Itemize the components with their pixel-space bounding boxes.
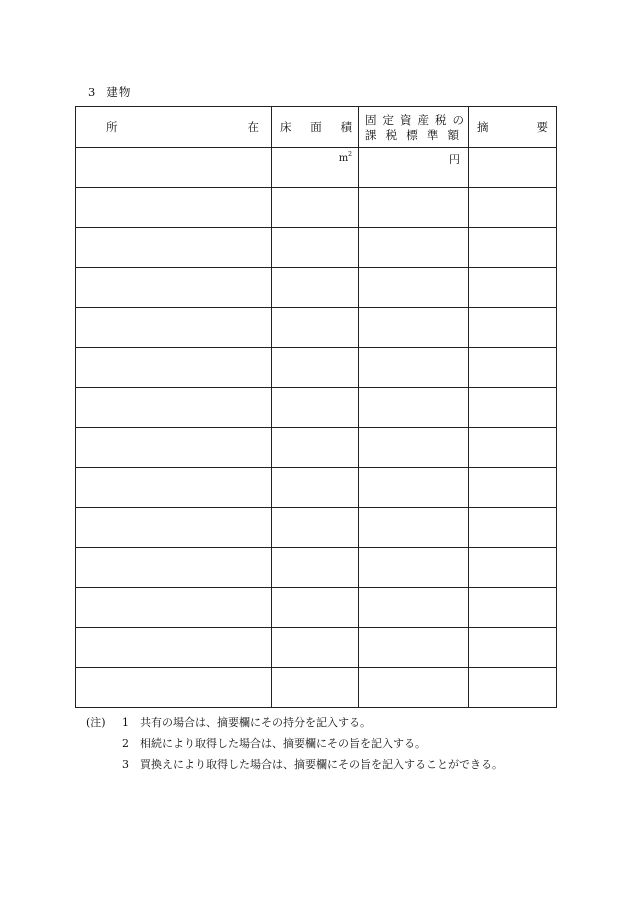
yen-unit: 円 bbox=[449, 152, 460, 166]
table-row bbox=[76, 308, 557, 348]
location-cell[interactable] bbox=[76, 268, 272, 308]
floor-area-cell[interactable] bbox=[272, 188, 359, 228]
note-text: 共有の場合は、摘要欄にその持分を記入する。 bbox=[140, 716, 371, 729]
note-item bbox=[86, 733, 503, 754]
section-heading: 建物 bbox=[106, 85, 132, 99]
tax-base-cell[interactable] bbox=[359, 548, 469, 588]
section-title bbox=[88, 84, 131, 100]
tax-base-cell[interactable] bbox=[359, 268, 469, 308]
location-cell[interactable] bbox=[76, 428, 272, 468]
table-row bbox=[76, 268, 557, 308]
floor-area-cell[interactable] bbox=[272, 148, 359, 188]
remarks-cell[interactable] bbox=[469, 588, 557, 628]
note-text: 相続により取得した場合は、摘要欄にその旨を記入する。 bbox=[140, 737, 426, 750]
tax-base-cell[interactable] bbox=[359, 628, 469, 668]
note-text: 買換えにより取得した場合は、摘要欄にその旨を記入することができる。 bbox=[140, 758, 503, 771]
notes bbox=[86, 712, 503, 775]
floor-area-cell[interactable] bbox=[272, 428, 359, 468]
note-number: 3 bbox=[122, 758, 129, 771]
table-row bbox=[76, 468, 557, 508]
floor-area-cell[interactable] bbox=[272, 548, 359, 588]
location-cell[interactable] bbox=[76, 668, 272, 708]
table-row bbox=[76, 348, 557, 388]
notes-label: (注) bbox=[86, 716, 106, 729]
table-row bbox=[76, 668, 557, 708]
location-cell[interactable] bbox=[76, 348, 272, 388]
header-location: 所 在 bbox=[76, 107, 272, 148]
table-row bbox=[76, 548, 557, 588]
location-cell[interactable] bbox=[76, 188, 272, 228]
tax-base-cell[interactable] bbox=[359, 348, 469, 388]
tax-base-cell[interactable] bbox=[359, 588, 469, 628]
remarks-cell[interactable] bbox=[469, 468, 557, 508]
remarks-cell[interactable] bbox=[469, 388, 557, 428]
remarks-cell[interactable] bbox=[469, 228, 557, 268]
table-row bbox=[76, 508, 557, 548]
note-number: 2 bbox=[122, 737, 129, 750]
tax-base-cell[interactable] bbox=[359, 188, 469, 228]
location-cell[interactable] bbox=[76, 388, 272, 428]
location-cell[interactable] bbox=[76, 588, 272, 628]
table-row bbox=[76, 188, 557, 228]
floor-area-cell[interactable] bbox=[272, 228, 359, 268]
floor-area-cell[interactable] bbox=[272, 388, 359, 428]
building-table bbox=[75, 106, 557, 708]
tax-base-cell[interactable] bbox=[359, 428, 469, 468]
tax-base-cell[interactable] bbox=[359, 308, 469, 348]
header-tax-base: 固 定 資 産 税 の 課 税 標 準 額 bbox=[359, 107, 469, 148]
location-cell[interactable] bbox=[76, 508, 272, 548]
remarks-cell[interactable] bbox=[469, 548, 557, 588]
location-cell[interactable] bbox=[76, 228, 272, 268]
remarks-cell[interactable] bbox=[469, 308, 557, 348]
tax-base-cell[interactable] bbox=[359, 508, 469, 548]
location-cell[interactable] bbox=[76, 548, 272, 588]
header-floor-area: 床 面 積 bbox=[272, 107, 359, 148]
header-remarks: 摘 要 bbox=[469, 107, 557, 148]
table-row bbox=[76, 228, 557, 268]
tax-base-cell[interactable] bbox=[359, 468, 469, 508]
floor-area-cell[interactable] bbox=[272, 308, 359, 348]
remarks-cell[interactable] bbox=[469, 188, 557, 228]
floor-area-cell[interactable] bbox=[272, 588, 359, 628]
remarks-cell[interactable] bbox=[469, 268, 557, 308]
remarks-cell[interactable] bbox=[469, 348, 557, 388]
note-item bbox=[86, 712, 503, 733]
floor-area-cell[interactable] bbox=[272, 348, 359, 388]
tax-base-cell[interactable] bbox=[359, 228, 469, 268]
floor-area-cell[interactable] bbox=[272, 468, 359, 508]
remarks-cell[interactable] bbox=[469, 668, 557, 708]
table-row bbox=[76, 388, 557, 428]
floor-area-cell[interactable] bbox=[272, 268, 359, 308]
note-number: 1 bbox=[122, 716, 129, 729]
note-item bbox=[86, 754, 503, 775]
remarks-cell[interactable] bbox=[469, 428, 557, 468]
table-row bbox=[76, 588, 557, 628]
area-unit: $m^2$ bbox=[338, 151, 352, 164]
location-cell[interactable] bbox=[76, 468, 272, 508]
tax-base-cell[interactable] bbox=[359, 388, 469, 428]
location-cell[interactable] bbox=[76, 308, 272, 348]
tax-base-cell[interactable] bbox=[359, 148, 469, 188]
remarks-cell[interactable] bbox=[469, 508, 557, 548]
table-row bbox=[76, 628, 557, 668]
section-number: 3 bbox=[88, 85, 97, 99]
location-cell[interactable] bbox=[76, 148, 272, 188]
floor-area-cell[interactable] bbox=[272, 668, 359, 708]
location-cell[interactable] bbox=[76, 628, 272, 668]
floor-area-cell[interactable] bbox=[272, 628, 359, 668]
header-row bbox=[76, 107, 557, 148]
table-row bbox=[76, 148, 557, 188]
tax-base-cell[interactable] bbox=[359, 668, 469, 708]
table-row bbox=[76, 428, 557, 468]
floor-area-cell[interactable] bbox=[272, 508, 359, 548]
remarks-cell[interactable] bbox=[469, 628, 557, 668]
remarks-cell[interactable] bbox=[469, 148, 557, 188]
